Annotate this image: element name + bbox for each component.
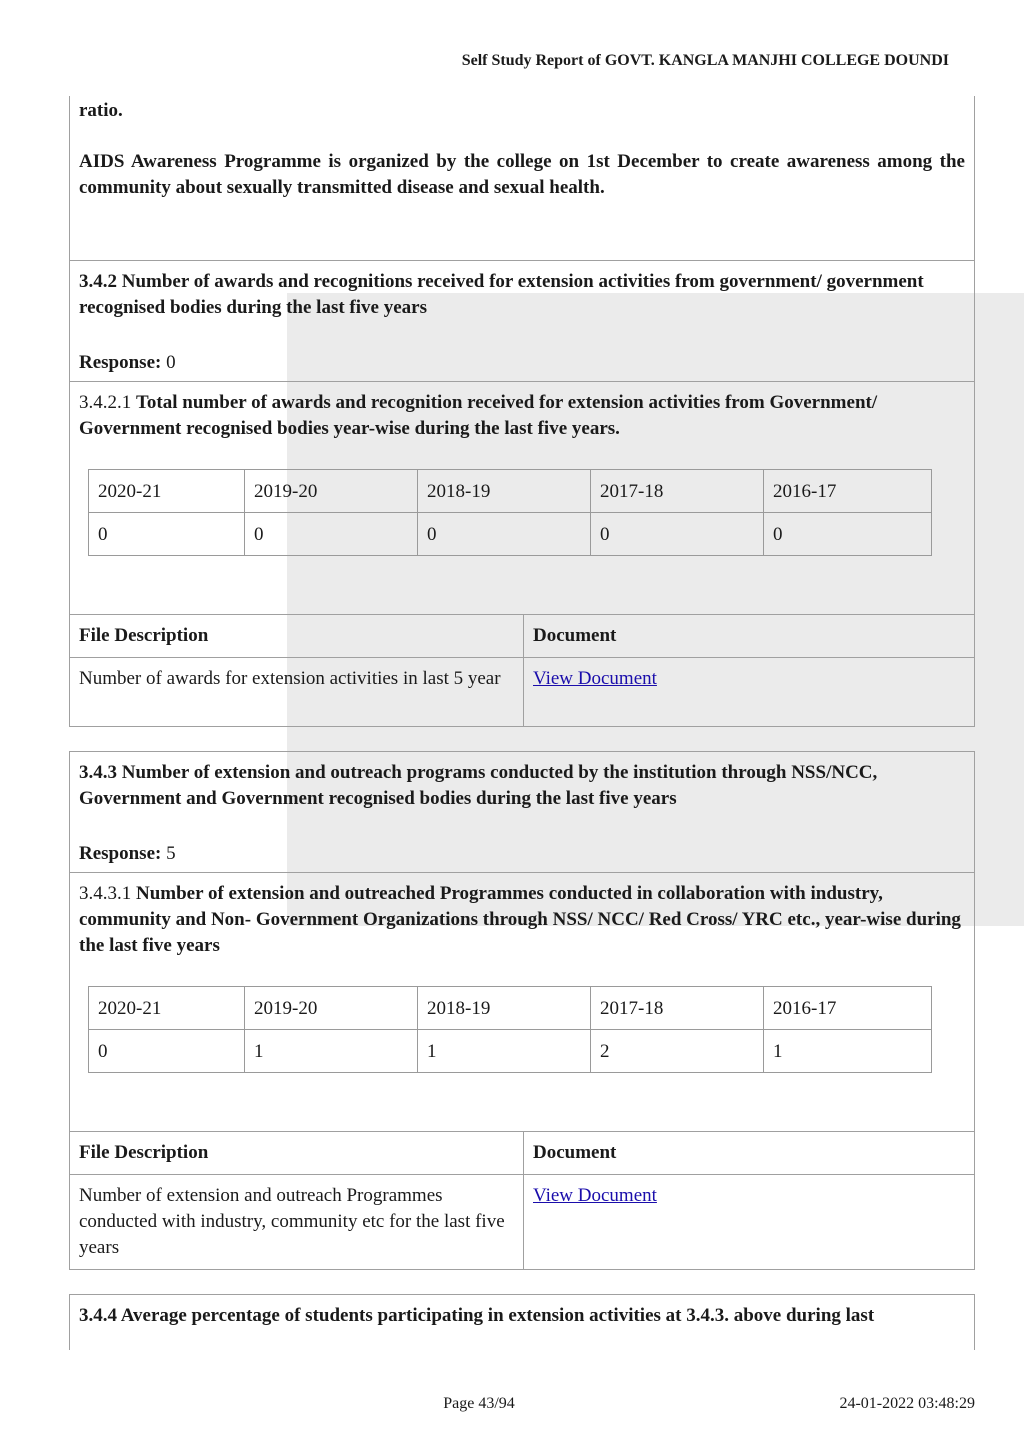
- metric-3421-description: Total number of awards and recognition received for extension activities from Government/ Government recognised bodies year-wise during the last five years.: [79, 392, 878, 439]
- table-row: [89, 987, 932, 1030]
- value-cell: 0: [764, 513, 932, 556]
- criterion-box-343: [69, 751, 975, 1270]
- year-cell: 2020-21: [89, 987, 245, 1030]
- metric-343-response: [79, 841, 965, 867]
- years-table-343: [88, 986, 932, 1073]
- response-label: Response:: [79, 352, 162, 373]
- metric-343-header: [70, 752, 974, 873]
- file-description-text: Number of awards for extension activities in last 5 year: [70, 658, 524, 727]
- response-value: 0: [166, 352, 176, 373]
- year-cell: 2019-20: [245, 987, 418, 1030]
- metric-3421-number: 3.4.2.1: [79, 392, 132, 413]
- criterion-box-341-continued: [69, 96, 975, 727]
- criterion-box-344: [69, 1294, 975, 1350]
- metric-342-title: 3.4.2 Number of awards and recognitions received for extension activities from government/ government recognised bodies during the last five years: [79, 271, 924, 318]
- metric-344-title: 3.4.4 Average percentage of students participating in extension activities at 3.4.3. above during last: [79, 1305, 875, 1326]
- year-cell: 2016-17: [764, 470, 932, 513]
- value-cell: 0: [89, 1030, 245, 1073]
- page-header: Self Study Report of GOVT. KANGLA MANJHI COLLEGE DOUNDI: [461, 52, 949, 69]
- aids-paragraph: AIDS Awareness Programme is organized by the college on 1st December to create awareness among the community about sexually transmitted disease and sexual health.: [79, 151, 965, 198]
- value-cell: 1: [764, 1030, 932, 1073]
- metric-3431-text: [70, 881, 974, 959]
- value-cell: 1: [245, 1030, 418, 1073]
- metric-342-response: [79, 350, 965, 376]
- table-row: [89, 1030, 932, 1073]
- file-description-text: Number of extension and outreach Programmes conducted with industry, community etc for the last five years: [70, 1175, 524, 1270]
- document-header: Document: [524, 1132, 975, 1175]
- page-number: Page 43/94: [443, 1395, 515, 1412]
- value-cell: 0: [591, 513, 764, 556]
- document-header: Document: [524, 615, 975, 658]
- document-cell: [524, 658, 975, 727]
- file-description-342: [70, 615, 974, 726]
- table-row: [70, 615, 974, 658]
- table-row: [70, 1175, 974, 1270]
- metric-3431-section: [70, 873, 974, 1132]
- value-cell: 0: [418, 513, 591, 556]
- metric-3421-text: [70, 390, 974, 442]
- year-cell: 2018-19: [418, 987, 591, 1030]
- metric-344-header: [70, 1295, 974, 1329]
- print-timestamp: 24-01-2022 03:48:29: [839, 1395, 975, 1412]
- year-cell: 2018-19: [418, 470, 591, 513]
- table-row: [70, 658, 974, 727]
- view-document-link[interactable]: View Document: [533, 668, 657, 689]
- year-cell: 2017-18: [591, 470, 764, 513]
- file-description-header: File Description: [79, 625, 209, 646]
- year-cell: 2016-17: [764, 987, 932, 1030]
- file-description-343: [70, 1132, 974, 1269]
- document-cell: [524, 1175, 975, 1270]
- value-cell: 1: [418, 1030, 591, 1073]
- table-row: [89, 470, 932, 513]
- value-cell: 0: [89, 513, 245, 556]
- year-cell: 2019-20: [245, 470, 418, 513]
- aids-section: [70, 96, 974, 261]
- years-table-342: [88, 469, 932, 556]
- value-cell: 0: [245, 513, 418, 556]
- metric-3421-section: [70, 382, 974, 615]
- year-cell: 2020-21: [89, 470, 245, 513]
- response-label: Response:: [79, 843, 162, 864]
- year-cell: 2017-18: [591, 987, 764, 1030]
- fragment-text: ratio.: [79, 100, 123, 121]
- file-table-342: [70, 615, 974, 726]
- view-document-link[interactable]: View Document: [533, 1185, 657, 1206]
- file-description-header: File Description: [79, 1142, 209, 1163]
- table-row: [70, 1132, 974, 1175]
- response-value: 5: [166, 843, 176, 864]
- value-cell: 2: [591, 1030, 764, 1073]
- metric-3431-description: Number of extension and outreached Programmes conducted in collaboration with industry, community and Non- Government Organizations through NSS/ NCC/ Red Cross/ YRC etc., year-wise during the last five years: [79, 883, 961, 956]
- metric-3431-number: 3.4.3.1: [79, 883, 132, 904]
- metric-343-title: 3.4.3 Number of extension and outreach programs conducted by the institution through NSS/NCC, Government and Government recognised bodies during the last five years: [79, 762, 878, 809]
- metric-342-header: [70, 261, 974, 382]
- file-table-343: [70, 1132, 974, 1269]
- table-row: [89, 513, 932, 556]
